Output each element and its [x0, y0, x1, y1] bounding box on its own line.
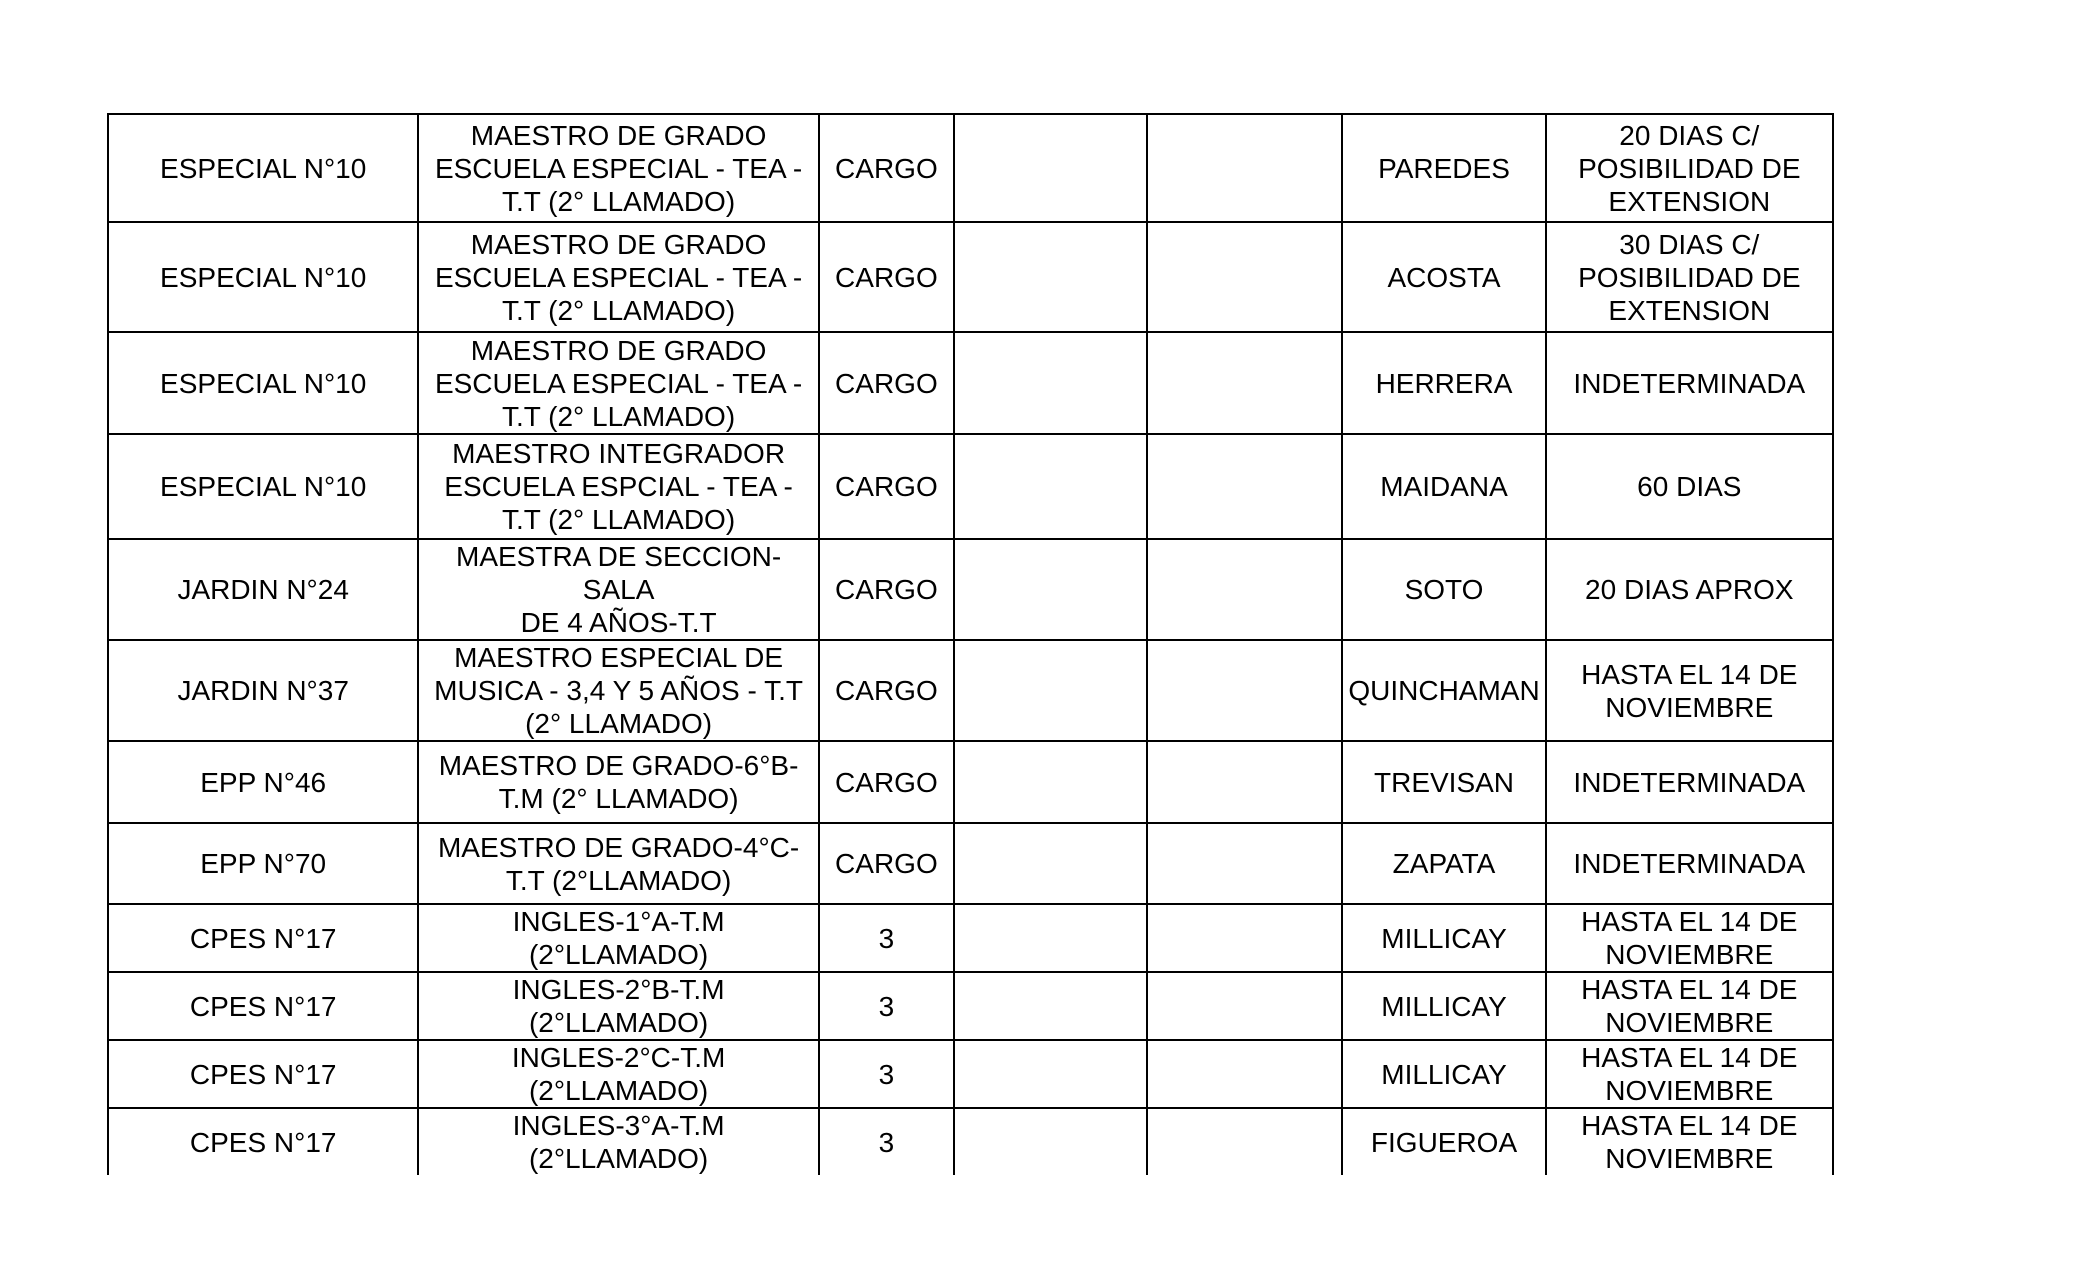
table-body	[108, 114, 1833, 1175]
empty-cell-4	[954, 972, 1147, 1040]
empty-cell-4	[954, 1040, 1147, 1108]
empty-cell-4	[954, 114, 1147, 222]
duration-cell	[1546, 972, 1833, 1040]
table-row	[108, 434, 1833, 539]
position-cell-line: T.T (2°LLAMADO)	[505, 864, 732, 896]
school-cell: ESPECIAL N°10	[108, 114, 418, 222]
school-cell: EPP N°70	[108, 823, 418, 904]
empty-cell-4	[954, 741, 1147, 823]
hours-cell: CARGO	[819, 332, 954, 434]
empty-cell-4	[954, 434, 1147, 539]
duration-cell	[1546, 434, 1833, 539]
hours-cell: CARGO	[819, 222, 954, 332]
school-cell: EPP N°46	[108, 741, 418, 823]
empty-cell-4	[954, 539, 1147, 640]
school-cell: JARDIN N°37	[108, 640, 418, 741]
duration-cell-line: 20 DIAS APROX	[1585, 574, 1794, 605]
position-cell	[418, 114, 818, 222]
position-cell-line: T.T (2° LLAMADO)	[501, 504, 736, 535]
empty-cell-5	[1147, 222, 1342, 332]
duration-cell-line: EXTENSION	[1608, 294, 1771, 326]
duration-cell	[1546, 1040, 1833, 1108]
duration-cell-line: POSIBILIDAD DE	[1578, 261, 1801, 293]
duration-cell-line: NOVIEMBRE	[1605, 1075, 1774, 1106]
duration-cell-line: 30 DIAS C/	[1619, 228, 1760, 260]
position-cell-line: ESCUELA ESPECIAL - TEA -	[434, 152, 803, 184]
table-row	[108, 823, 1833, 904]
table-row	[108, 972, 1833, 1040]
hours-cell: 3	[819, 1040, 954, 1108]
position-cell-line: MAESTRO DE GRADO-4°C-	[437, 831, 800, 863]
position-cell-line: (2° LLAMADO)	[525, 708, 713, 739]
school-cell: JARDIN N°24	[108, 539, 418, 640]
empty-cell-5	[1147, 539, 1342, 640]
table-row	[108, 904, 1833, 972]
empty-cell-4	[954, 823, 1147, 904]
duration-cell	[1546, 539, 1833, 640]
position-cell	[418, 539, 818, 640]
position-cell	[418, 972, 818, 1040]
duration-cell	[1546, 741, 1833, 823]
position-cell	[418, 1108, 818, 1175]
empty-cell-5	[1147, 332, 1342, 434]
duration-cell	[1546, 332, 1833, 434]
position-cell-line: INGLES-2°C-T.M	[511, 1042, 726, 1073]
duration-cell-line: NOVIEMBRE	[1605, 1007, 1774, 1038]
hours-cell: CARGO	[819, 434, 954, 539]
empty-cell-5	[1147, 1040, 1342, 1108]
school-cell: ESPECIAL N°10	[108, 332, 418, 434]
empty-cell-4	[954, 332, 1147, 434]
teacher-name-cell: ACOSTA	[1342, 222, 1545, 332]
empty-cell-5	[1147, 823, 1342, 904]
position-cell-line: MUSICA - 3,4 Y 5 AÑOS - T.T	[434, 675, 803, 706]
position-cell	[418, 1040, 818, 1108]
position-cell-line: DE 4 AÑOS-T.T	[520, 607, 717, 638]
position-cell-line: MAESTRO DE GRADO	[470, 334, 767, 366]
position-cell-line: MAESTRO ESPECIAL DE	[454, 642, 783, 673]
position-cell-line: (2°LLAMADO)	[528, 1075, 709, 1106]
position-cell-line: T.T (2° LLAMADO)	[501, 400, 736, 432]
position-cell-line: MAESTRO INTEGRADOR	[452, 438, 786, 469]
position-cell	[418, 332, 818, 434]
duration-cell-line: 60 DIAS	[1637, 471, 1742, 502]
duration-cell	[1546, 823, 1833, 904]
vacancy-table	[107, 113, 1834, 1175]
duration-cell-line: HASTA EL 14 DE	[1581, 1042, 1798, 1073]
empty-cell-5	[1147, 1108, 1342, 1175]
teacher-name-cell: MILLICAY	[1342, 1040, 1545, 1108]
school-cell: CPES N°17	[108, 1040, 418, 1108]
empty-cell-4	[954, 640, 1147, 741]
duration-cell-line: HASTA EL 14 DE	[1581, 1110, 1798, 1141]
position-cell	[418, 904, 818, 972]
hours-cell: CARGO	[819, 640, 954, 741]
duration-cell	[1546, 114, 1833, 222]
teacher-name-cell: TREVISAN	[1342, 741, 1545, 823]
position-cell-line: T.T (2° LLAMADO)	[501, 185, 736, 217]
empty-cell-5	[1147, 434, 1342, 539]
position-cell-line: ESCUELA ESPECIAL - TEA -	[434, 367, 803, 399]
duration-cell-line: HASTA EL 14 DE	[1581, 906, 1798, 937]
position-cell	[418, 823, 818, 904]
position-cell-line: MAESTRA DE SECCION-SALA	[456, 541, 782, 605]
duration-cell-line: INDETERMINADA	[1573, 766, 1806, 798]
hours-cell: CARGO	[819, 741, 954, 823]
teacher-name-cell: MAIDANA	[1342, 434, 1545, 539]
hours-cell: 3	[819, 1108, 954, 1175]
duration-cell-line: POSIBILIDAD DE	[1578, 152, 1801, 184]
empty-cell-4	[954, 904, 1147, 972]
position-cell-line: INGLES-3°A-T.M (2°LLAMADO)	[512, 1110, 725, 1174]
position-cell-line: MAESTRO DE GRADO	[470, 228, 767, 260]
hours-cell: CARGO	[819, 114, 954, 222]
position-cell-line: ESCUELA ESPCIAL - TEA -	[444, 471, 793, 502]
hours-cell: 3	[819, 972, 954, 1040]
hours-cell: CARGO	[819, 539, 954, 640]
empty-cell-4	[954, 222, 1147, 332]
table-row	[108, 741, 1833, 823]
position-cell-line: T.M (2° LLAMADO)	[498, 783, 739, 814]
position-cell	[418, 434, 818, 539]
table-row	[108, 539, 1833, 640]
duration-cell-line: NOVIEMBRE	[1605, 691, 1774, 723]
position-cell-line: INGLES-2°B-T.M (2°LLAMADO)	[512, 974, 725, 1038]
table-row	[108, 640, 1833, 741]
table-row	[108, 1108, 1833, 1175]
duration-cell-line: NOVIEMBRE	[1605, 1143, 1774, 1174]
empty-cell-5	[1147, 904, 1342, 972]
position-cell-line: MAESTRO DE GRADO-6°B-	[438, 750, 799, 781]
school-cell: ESPECIAL N°10	[108, 434, 418, 539]
hours-cell: CARGO	[819, 823, 954, 904]
table-row	[108, 332, 1833, 434]
duration-cell-line: EXTENSION	[1608, 185, 1771, 217]
duration-cell-line: HASTA EL 14 DE	[1581, 974, 1798, 1005]
duration-cell-line: INDETERMINADA	[1573, 848, 1806, 879]
teacher-name-cell: PAREDES	[1342, 114, 1545, 222]
teacher-name-cell: ZAPATA	[1342, 823, 1545, 904]
position-cell-line: MAESTRO DE GRADO	[470, 119, 767, 151]
empty-cell-5	[1147, 972, 1342, 1040]
duration-cell	[1546, 222, 1833, 332]
position-cell-line: ESCUELA ESPECIAL - TEA -	[434, 261, 803, 293]
position-cell	[418, 640, 818, 741]
table-row	[108, 1040, 1833, 1108]
empty-cell-5	[1147, 114, 1342, 222]
duration-cell-line: NOVIEMBRE	[1605, 939, 1774, 970]
empty-cell-4	[954, 1108, 1147, 1175]
position-cell	[418, 741, 818, 823]
duration-cell	[1546, 904, 1833, 972]
school-cell: ESPECIAL N°10	[108, 222, 418, 332]
position-cell-line: INGLES-1°A-T.M (2°LLAMADO)	[512, 906, 725, 970]
position-cell-line: T.T (2° LLAMADO)	[501, 294, 736, 326]
teacher-name-cell: FIGUEROA	[1342, 1108, 1545, 1175]
empty-cell-5	[1147, 640, 1342, 741]
duration-cell	[1546, 1108, 1833, 1175]
position-cell	[418, 222, 818, 332]
teacher-name-cell: MILLICAY	[1342, 972, 1545, 1040]
empty-cell-5	[1147, 741, 1342, 823]
table-row	[108, 114, 1833, 222]
duration-cell	[1546, 640, 1833, 741]
duration-cell-line: 20 DIAS C/	[1619, 119, 1760, 151]
hours-cell: 3	[819, 904, 954, 972]
teacher-name-cell: MILLICAY	[1342, 904, 1545, 972]
duration-cell-line: INDETERMINADA	[1573, 367, 1806, 399]
school-cell: CPES N°17	[108, 1108, 418, 1175]
duration-cell-line: HASTA EL 14 DE	[1581, 658, 1798, 690]
school-cell: CPES N°17	[108, 972, 418, 1040]
teacher-name-cell: SOTO	[1342, 539, 1545, 640]
teacher-name-cell: HERRERA	[1342, 332, 1545, 434]
table-row	[108, 222, 1833, 332]
teacher-name-cell: QUINCHAMAN	[1342, 640, 1545, 741]
school-cell: CPES N°17	[108, 904, 418, 972]
